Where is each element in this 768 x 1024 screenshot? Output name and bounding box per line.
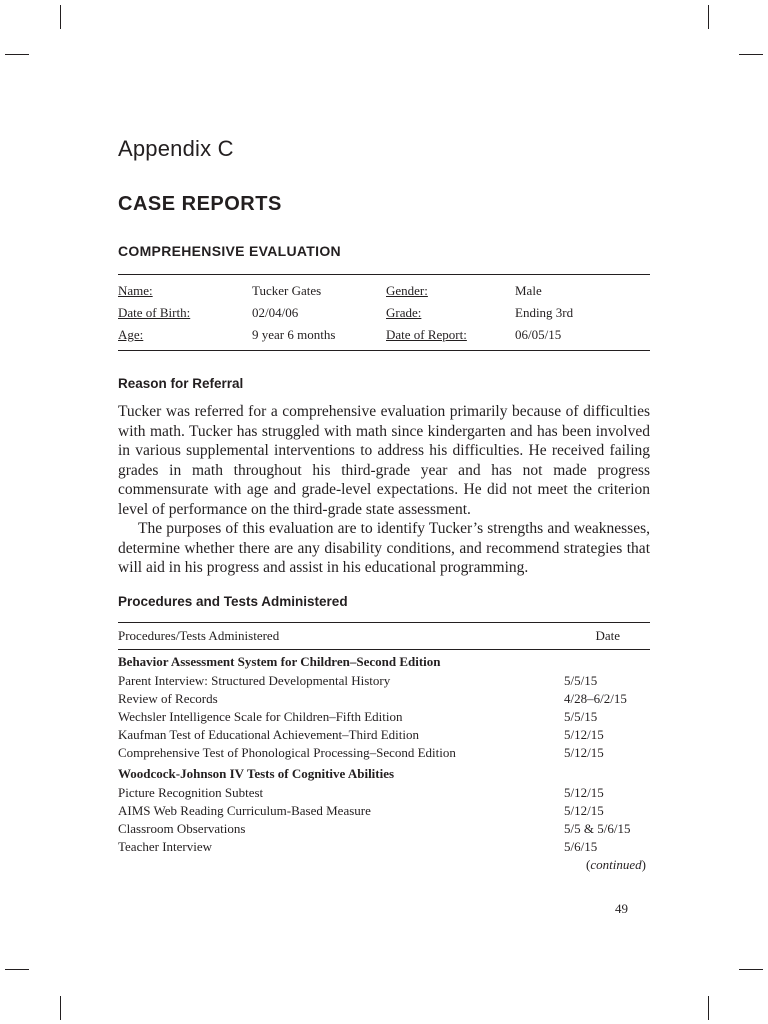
continued-text: continued xyxy=(590,857,642,872)
crop-mark xyxy=(5,969,29,970)
column-header-date: Date xyxy=(595,628,620,643)
gender-label: Gender: xyxy=(386,283,428,298)
reason-body xyxy=(118,402,650,578)
procedure-date: 5/12/15 xyxy=(564,727,604,742)
procedure-name: Behavior Assessment System for Children–Second Edition xyxy=(118,654,441,669)
paragraph: The purposes of this evaluation are to identify Tucker’s strengths and weaknesses, determine whether there are any disability conditions, and recommend strategies that will aid in his progress and assist in his educational programming. xyxy=(118,520,650,576)
procedure-date: 5/12/15 xyxy=(564,803,604,818)
table-row xyxy=(118,838,650,856)
info-row xyxy=(118,280,650,302)
report-date-value: 06/05/15 xyxy=(515,327,562,342)
page-title: CASE REPORTS xyxy=(118,193,282,215)
table-row xyxy=(118,672,650,690)
table-header xyxy=(118,622,650,650)
info-row xyxy=(118,302,650,324)
procedure-date: 5/5/15 xyxy=(564,673,598,688)
column-header-procedure: Procedures/Tests Administered xyxy=(118,628,280,643)
procedure-date: 5/12/15 xyxy=(564,785,604,800)
dob-value: 02/04/06 xyxy=(252,305,299,320)
crop-mark xyxy=(708,996,709,1020)
student-info-table xyxy=(118,274,650,351)
crop-mark xyxy=(5,54,29,55)
grade-label: Grade: xyxy=(386,305,422,320)
page-number: 49 xyxy=(615,901,628,916)
table-row xyxy=(118,690,650,708)
reason-heading: Reason for Referral xyxy=(118,376,244,391)
table-body xyxy=(118,650,650,874)
table-row xyxy=(118,784,650,802)
grade-value: Ending 3rd xyxy=(515,305,574,320)
section-title: COMPREHENSIVE EVALUATION xyxy=(118,243,341,259)
age-label: Age: xyxy=(118,327,144,342)
dob-label: Date of Birth: xyxy=(118,305,191,320)
table-row xyxy=(118,726,650,744)
table-row xyxy=(118,708,650,726)
table-row xyxy=(118,820,650,838)
continued-note: (continued) xyxy=(586,857,646,872)
procedure-name: Picture Recognition Subtest xyxy=(118,785,264,800)
report-date-label: Date of Report: xyxy=(386,327,467,342)
info-row xyxy=(118,324,650,346)
crop-mark xyxy=(60,996,61,1020)
table-row xyxy=(118,652,650,672)
procedure-name: Classroom Observations xyxy=(118,821,246,836)
procedure-date: 5/12/15 xyxy=(564,745,604,760)
table-row xyxy=(118,802,650,820)
procedure-name: Parent Interview: Structured Developmental History xyxy=(118,673,391,688)
procedures-table xyxy=(118,622,650,874)
crop-mark xyxy=(60,5,61,29)
procedures-heading: Procedures and Tests Administered xyxy=(118,594,348,609)
procedure-name: Wechsler Intelligence Scale for Children–Fifth Edition xyxy=(118,709,403,724)
procedure-date: 5/6/15 xyxy=(564,839,598,854)
procedure-name: AIMS Web Reading Curriculum-Based Measure xyxy=(118,803,371,818)
procedure-date: 5/5 & 5/6/15 xyxy=(564,821,631,836)
gender-value: Male xyxy=(515,283,542,298)
procedure-name: Kaufman Test of Educational Achievement–Third Edition xyxy=(118,727,420,742)
name-value: Tucker Gates xyxy=(252,283,322,298)
procedure-date: 4/28–6/2/15 xyxy=(564,691,627,706)
procedure-name: Comprehensive Test of Phonological Processing–Second Edition xyxy=(118,745,456,760)
crop-mark xyxy=(708,5,709,29)
table-row xyxy=(118,764,650,784)
table-row xyxy=(118,744,650,762)
appendix-label: Appendix C xyxy=(118,136,234,161)
procedure-date: 5/5/15 xyxy=(564,709,598,724)
crop-mark xyxy=(739,54,763,55)
age-value: 9 year 6 months xyxy=(252,327,336,342)
procedure-name: Review of Records xyxy=(118,691,218,706)
crop-mark xyxy=(739,969,763,970)
procedure-name: Teacher Interview xyxy=(118,839,213,854)
procedure-name: Woodcock-Johnson IV Tests of Cognitive Abilities xyxy=(118,766,395,781)
name-label: Name: xyxy=(118,283,153,298)
paragraph: Tucker was referred for a comprehensive evaluation primarily because of difficulties with math. Tucker has struggled with math since kindergarten and has been involved in various supplemental interventions to address his difficulties. He received failing grades in math throughout his third-grade year and has not made progress commensurate with age and grade-level expectations. He did not meet the criterion level of performance on the third-grade state assessment. xyxy=(118,403,650,518)
